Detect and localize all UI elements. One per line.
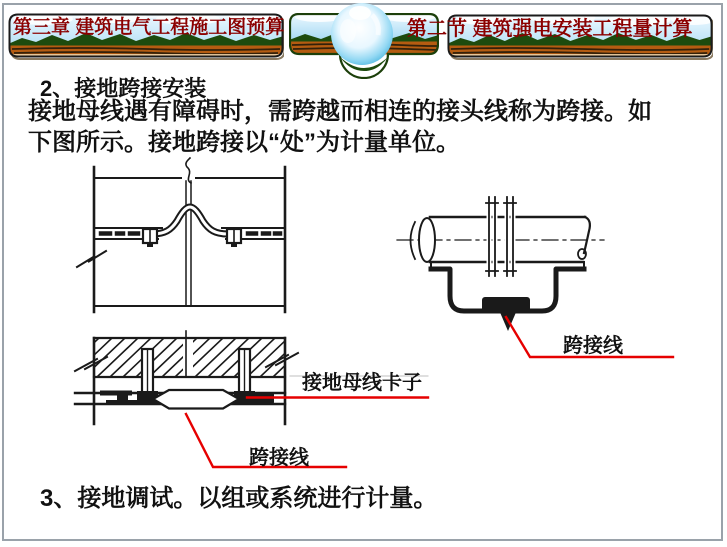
paragraph-line-2: 下图所示。接地跨接以“处”为计量单位。 (28, 129, 460, 156)
jumper-wire-shape (153, 390, 239, 409)
left-banner-title: 第三章 建筑电气工程施工图预算 (13, 17, 285, 38)
flange-bolts (486, 197, 516, 276)
busbar-clamp-left (143, 229, 157, 247)
diagram-pipe-jumper (397, 197, 604, 331)
jumper-label-right: 跨接线 (563, 335, 623, 357)
diagram-expansion-joint-front (77, 158, 285, 312)
jumper-label-left: 跨接线 (249, 447, 309, 469)
clamp-label: 接地母线卡子 (302, 372, 422, 394)
busbar-clamp-right (227, 229, 241, 247)
paragraph-line-1: 接地母线遇有障碍时，需跨越而相连的接头线称为跨接。如 (28, 98, 652, 125)
item2-heading: 2、接地跨接安装 (40, 76, 207, 101)
globe-sphere-icon (328, 1, 396, 69)
right-banner-title: 第二节 建筑强电安装工程量计算 (407, 18, 693, 40)
item3-line: 3、接地调试。以组或系统进行计量。 (40, 485, 438, 512)
